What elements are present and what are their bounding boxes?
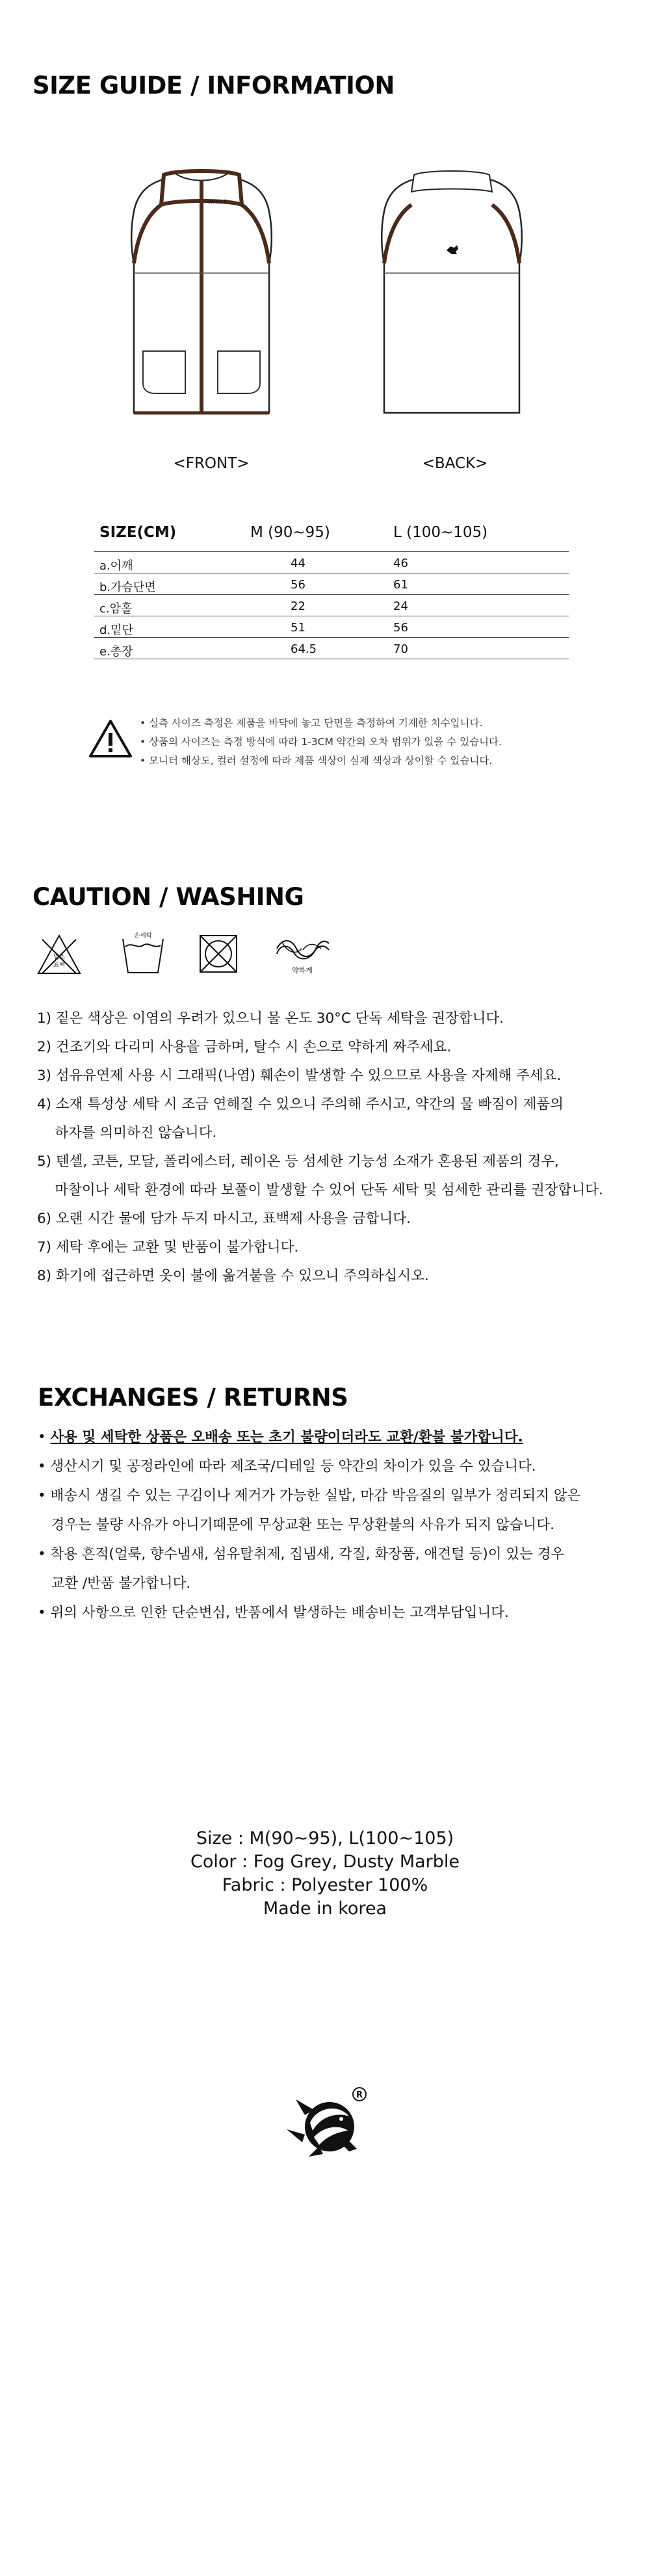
product-origin: Made in korea bbox=[263, 1899, 387, 1919]
product-color: Color : Fog Grey, Dusty Marble bbox=[190, 1852, 460, 1872]
row-label: d.밑단 bbox=[99, 624, 133, 637]
no-bleach-label-2: 표백 bbox=[53, 962, 66, 969]
row-m: 51 bbox=[291, 621, 306, 635]
vest-front-illustration bbox=[124, 166, 280, 423]
product-size: Size : M(90~95), L(100~105) bbox=[196, 1828, 454, 1848]
gentle-wring-icon bbox=[273, 934, 332, 979]
exchange-item: • 사용 및 세탁한 상품은 오배송 또는 초기 불량이더라도 교환/환불 불가합니다. bbox=[38, 1429, 523, 1445]
exchange-item: 경우는 불량 사유가 아니기때문에 무상교환 또는 무상환불의 사유가 되지 않습니다. bbox=[38, 1517, 554, 1533]
row-label: a.어깨 bbox=[99, 559, 133, 573]
exchange-item: • 생산시기 및 공정라인에 따라 제조국/디테일 등 약간의 차이가 있을 수 있습니다. bbox=[38, 1458, 536, 1475]
caution-item: 8) 화기에 접근하면 옷이 불에 옮겨붙을 수 있으니 주의하십시오. bbox=[37, 1268, 429, 1284]
row-m: 64.5 bbox=[291, 642, 317, 656]
size-table-header bbox=[94, 520, 569, 551]
row-l: 70 bbox=[393, 642, 408, 656]
caution-item: 1) 짙은 색상은 이염의 우려가 있으니 물 온도 30°C 단독 세탁을 권장합니다. bbox=[37, 1010, 504, 1027]
warning-icon bbox=[88, 718, 133, 759]
note-item: • 상품의 사이즈는 측정 방식에 따라 1-3CM 약간의 오차 범위가 있을 수 있습니다. bbox=[140, 736, 502, 748]
caution-item: 6) 오랜 시간 물에 담가 두지 마시고, 표백제 사용을 금합니다. bbox=[37, 1211, 411, 1227]
caution-item: 3) 섬유유연제 사용 시 그래픽(나염) 훼손이 발생할 수 있으므로 사용을 자제해 주세요. bbox=[37, 1068, 562, 1084]
hand-wash-icon bbox=[120, 930, 166, 977]
vest-back-illustration bbox=[374, 166, 530, 423]
caution-item: 5) 텐셀, 코튼, 모달, 폴리에스터, 레이온 등 섬세한 기능성 소재가 혼용된 제품의 경우, bbox=[37, 1153, 559, 1170]
hand-wash-label: 손세탁 bbox=[134, 932, 152, 940]
header-m: M (90~95) bbox=[250, 524, 330, 541]
exchanges-title: EXCHANGES / RETURNS bbox=[38, 1384, 348, 1412]
row-l: 56 bbox=[393, 621, 408, 635]
table-row bbox=[94, 616, 569, 637]
row-label: e.총장 bbox=[99, 645, 133, 659]
exchange-item: • 위의 사항으로 인한 단순변심, 반품에서 발생하는 배송비는 고객부담입니다. bbox=[38, 1605, 509, 1621]
size-table bbox=[94, 520, 569, 659]
row-l: 61 bbox=[393, 578, 408, 592]
table-row bbox=[94, 551, 569, 573]
exchanges-list bbox=[38, 1423, 580, 1627]
exchange-item-emphasis: 사용 및 세탁한 상품은 오배송 또는 초기 불량이더라도 교환/환불 불가합니다. bbox=[50, 1429, 523, 1445]
caution-item: 2) 건조기와 다리미 사용을 금하며, 탈수 시 손으로 약하게 짜주세요. bbox=[37, 1039, 452, 1055]
row-l: 46 bbox=[393, 557, 408, 570]
back-label: <BACK> bbox=[422, 455, 488, 472]
exchange-item: 교환 /반품 불가합니다. bbox=[38, 1575, 191, 1592]
product-info bbox=[0, 1827, 650, 1921]
no-bleach-label-1: 염소 bbox=[53, 954, 66, 961]
caution-title: CAUTION / WASHING bbox=[32, 883, 304, 911]
no-tumble-dry-icon bbox=[195, 932, 242, 976]
caution-item: 4) 소재 특성상 세탁 시 조금 연해질 수 있으니 주의해 주시고, 약간의 물 빠짐이 제품의 bbox=[37, 1096, 564, 1112]
table-row bbox=[94, 594, 569, 616]
note-item: • 실측 사이즈 측정은 제품을 바닥에 놓고 단면을 측정하여 기재한 치수입니다. bbox=[140, 717, 483, 729]
front-tag-text: WHOLE bbox=[208, 199, 228, 205]
row-m: 22 bbox=[291, 599, 306, 613]
caution-item: 마찰이나 세탁 환경에 따라 보풀이 발생할 수 있어 단독 세탁 및 섬세한 관리를 권장합니다. bbox=[37, 1182, 603, 1198]
row-label: b.가슴단면 bbox=[99, 581, 156, 594]
header-l: L (100~105) bbox=[393, 524, 488, 541]
row-m: 44 bbox=[291, 557, 306, 570]
gentle-wring-label: 약하게 bbox=[292, 966, 313, 975]
size-notes bbox=[140, 714, 502, 770]
product-fabric: Fabric : Polyester 100% bbox=[222, 1875, 428, 1895]
table-row bbox=[94, 573, 569, 594]
front-label: <FRONT> bbox=[173, 455, 250, 472]
registered-mark: R bbox=[356, 2090, 363, 2100]
row-m: 56 bbox=[291, 578, 306, 592]
exchange-item: • 착용 흔적(얼룩, 향수냄새, 섬유탈취제, 집냄새, 각질, 화장품, 애견털 등)이 있는 경우 bbox=[38, 1546, 565, 1562]
note-item: • 모니터 해상도, 컬러 설정에 따라 제품 색상이 실제 색상과 상이할 수 있습니다. bbox=[140, 755, 493, 767]
size-guide-title: SIZE GUIDE / INFORMATION bbox=[32, 72, 395, 99]
row-label: c.암홀 bbox=[99, 602, 133, 616]
row-l: 24 bbox=[393, 599, 408, 613]
caution-list bbox=[37, 1005, 603, 1291]
table-row bbox=[94, 637, 569, 659]
exchange-item: • 배송시 생길 수 있는 구김이나 제거가 가능한 실밥, 마감 박음질의 일부가 정리되지 않은 bbox=[38, 1488, 581, 1504]
turtle-logo-icon bbox=[276, 2084, 374, 2172]
caution-item: 7) 세탁 후에는 교환 및 반품이 불가합니다. bbox=[37, 1239, 299, 1255]
caution-item: 하자를 의미하진 않습니다. bbox=[37, 1125, 217, 1141]
header-size: SIZE(CM) bbox=[99, 524, 177, 541]
no-bleach-icon bbox=[36, 933, 83, 977]
